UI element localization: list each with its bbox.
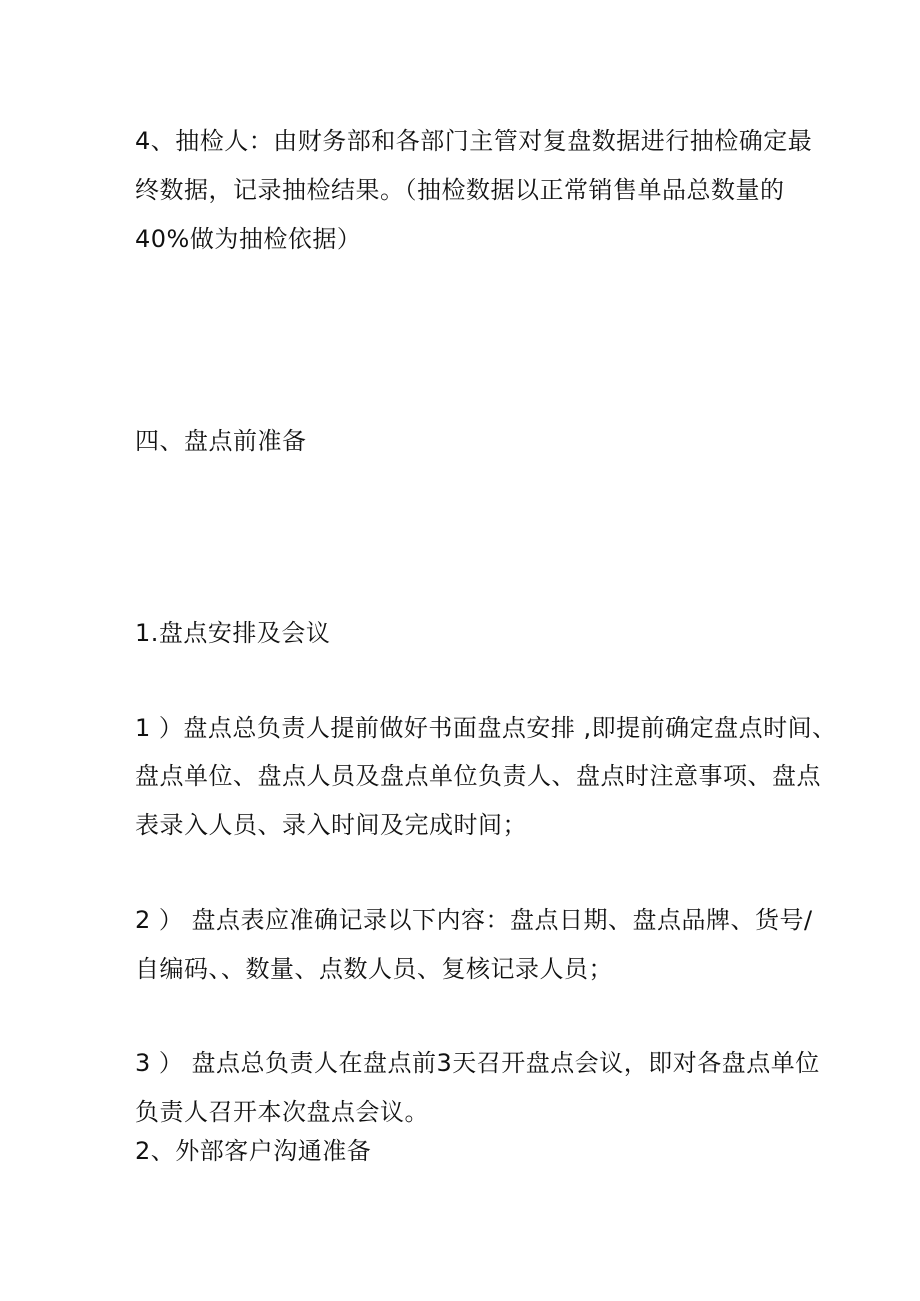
subsection-heading: 1.盘点安排及会议 <box>135 619 331 647</box>
paragraph-line: 自编码、、数量、点数人员、复核记录人员； <box>135 955 613 983</box>
paragraph-line: 负责人召开本次盘点会议。 <box>135 1098 429 1126</box>
paragraph-line: 终数据，记录抽检结果。（抽检数据以正常销售单品总数量的 <box>135 176 785 204</box>
paragraph-line: 3 ） 盘点总负责人在盘点前3天召开盘点会议，即对各盘点单位 <box>135 1049 820 1077</box>
paragraph-line: 盘点单位、盘点人员及盘点单位负责人、盘点时注意事项、盘点 <box>135 762 821 790</box>
paragraph-line: 4、抽检人：由财务部和各部门主管对复盘数据进行抽检确定最 <box>135 127 813 155</box>
subsection-heading: 2、外部客户沟通准备 <box>135 1137 372 1165</box>
paragraph-line: 40%做为抽检依据） <box>135 225 362 253</box>
paragraph-line: 表录入人员、录入时间及完成时间； <box>135 811 527 839</box>
section-heading: 四、盘点前准备 <box>135 427 307 455</box>
paragraph-line: 2 ） 盘点表应准确记录以下内容：盘点日期、盘点品牌、货号/ <box>135 906 813 934</box>
paragraph-line: 1 ）盘点总负责人提前做好书面盘点安排 ,即提前确定盘点时间、 <box>135 714 837 742</box>
